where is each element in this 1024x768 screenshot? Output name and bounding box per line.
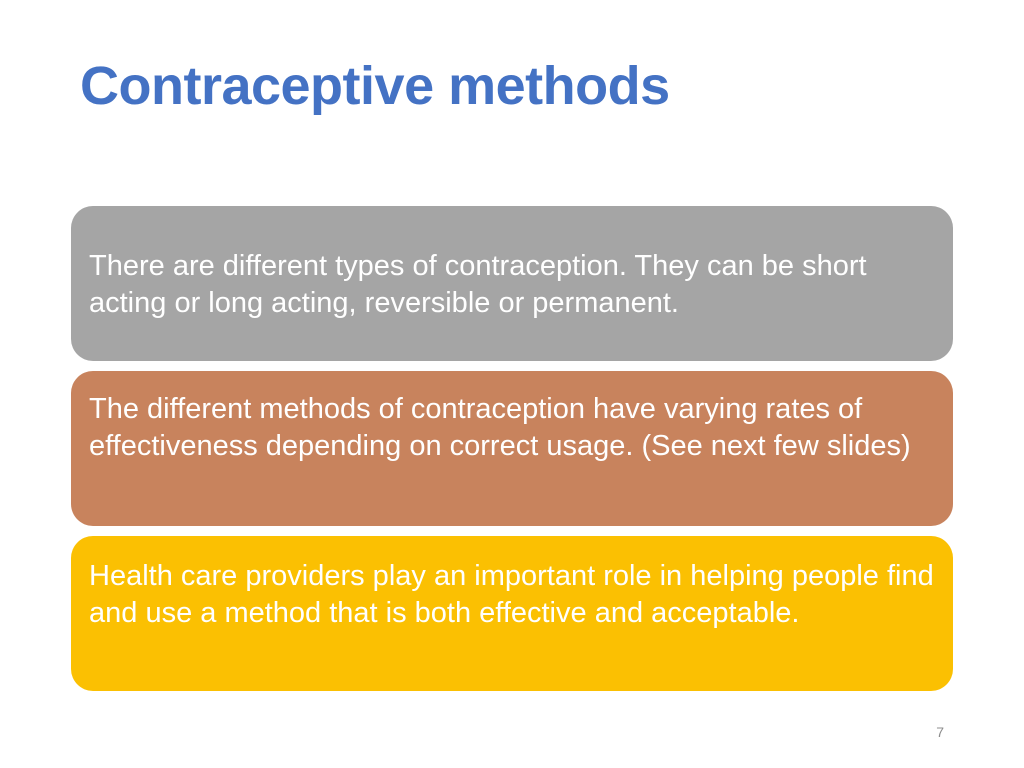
content-box-providers: [71, 536, 953, 691]
page-number: 7: [936, 724, 944, 740]
content-text-effectiveness: The different methods of contraception have varying rates of effectiveness depending on correct usage. (See next few slides): [89, 393, 911, 462]
content-box-types: [71, 206, 953, 361]
content-text-types: There are different types of contraception. They can be short acting or long acting, reversible or permanent.: [89, 250, 867, 319]
content-box-effectiveness: [71, 371, 953, 526]
slide-title: Contraceptive methods: [80, 56, 670, 116]
content-text-providers: Health care providers play an important role in helping people find and use a method that is both effective and acceptable.: [89, 560, 934, 629]
